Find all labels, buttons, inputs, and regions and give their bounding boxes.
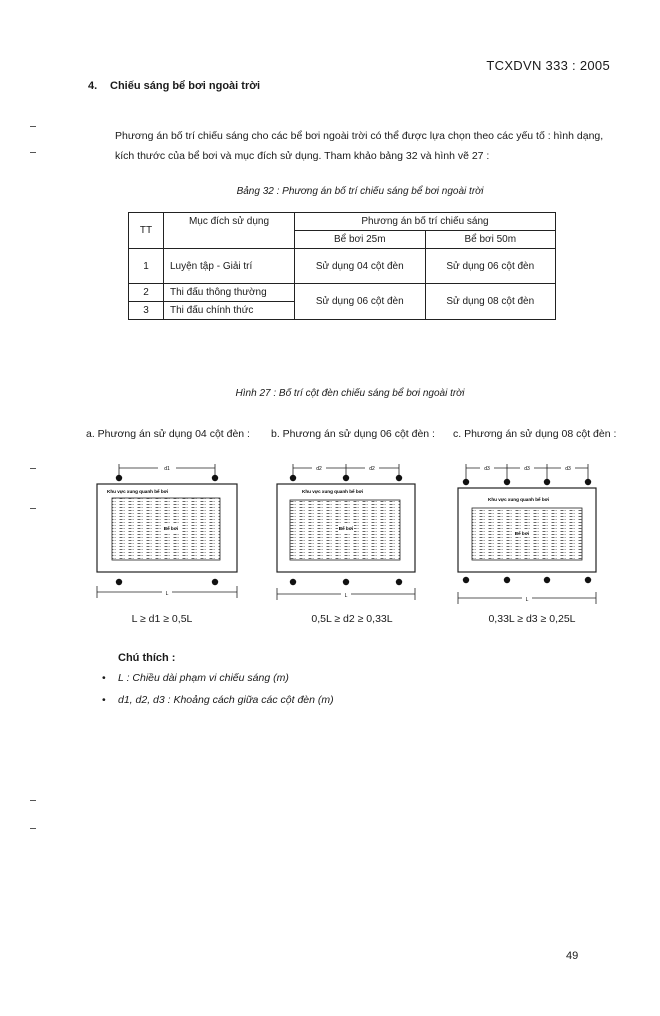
row-tt: 2 bbox=[129, 284, 164, 302]
formula-a: L ≥ d1 ≥ 0,5L bbox=[131, 613, 193, 625]
scan-mark bbox=[30, 800, 36, 801]
intro-paragraph bbox=[115, 126, 605, 166]
scan-mark bbox=[30, 508, 36, 509]
scan-mark bbox=[30, 152, 36, 153]
zone-label: Khu vực xung quanh bể bơi bbox=[302, 489, 364, 494]
light-pole bbox=[463, 577, 469, 583]
scan-mark bbox=[30, 468, 36, 469]
section-heading bbox=[88, 80, 260, 92]
diagram-6-poles bbox=[272, 458, 432, 608]
length-label: L bbox=[165, 591, 169, 597]
option-b-label: b. Phương án sử dụng 06 cột đèn : bbox=[271, 428, 435, 440]
intro-line-1: Phương án bố trí chiếu sáng cho các bể bơi ngoài trời có thể được lựa chọn theo các yếu tố : hình dạng, bbox=[115, 130, 604, 142]
note-item bbox=[102, 672, 334, 694]
figure-caption: Hình 27 : Bố trí cột đèn chiếu sáng bể bơi ngoài trời bbox=[235, 388, 465, 399]
light-pole bbox=[343, 579, 349, 585]
dim-label-d3: d3 bbox=[524, 466, 530, 472]
header-pool-50: Bể bơi 50m bbox=[425, 231, 556, 249]
table-row bbox=[129, 284, 556, 302]
pool-label: Bể bơi bbox=[338, 526, 354, 531]
note-item bbox=[102, 694, 334, 716]
row-tt: 1 bbox=[129, 249, 164, 284]
table-row bbox=[129, 249, 556, 284]
notes-list bbox=[102, 672, 334, 716]
formula-c: 0,33L ≥ d3 ≥ 0,25L bbox=[488, 613, 576, 625]
light-pole bbox=[343, 475, 349, 481]
header-pool-25: Bể bơi 25m bbox=[295, 231, 426, 249]
light-pole bbox=[290, 475, 296, 481]
light-pole bbox=[463, 479, 469, 485]
zone-label: Khu vực xung quanh bể bơi bbox=[488, 497, 550, 502]
dim-label-d2: d2 bbox=[316, 466, 322, 472]
light-pole bbox=[116, 475, 122, 481]
light-pole bbox=[212, 579, 218, 585]
light-pole bbox=[116, 579, 122, 585]
option-a-label: a. Phương án sử dụng 04 cột đèn : bbox=[86, 428, 250, 440]
light-pole bbox=[396, 579, 402, 585]
light-pole bbox=[290, 579, 296, 585]
lighting-options-table bbox=[128, 212, 556, 320]
section-title: Chiếu sáng bể bơi ngoài trời bbox=[110, 80, 261, 92]
dim-label-d2: d2 bbox=[369, 466, 375, 472]
notes-title: Chú thích : bbox=[118, 652, 176, 664]
pool-label: Bể bơi bbox=[514, 531, 530, 536]
length-label: L bbox=[525, 597, 529, 603]
page-number: 49 bbox=[566, 950, 579, 962]
light-pole bbox=[396, 475, 402, 481]
light-pole bbox=[544, 479, 550, 485]
header-options: Phương án bố trí chiếu sáng bbox=[295, 213, 556, 231]
light-pole bbox=[585, 479, 591, 485]
pool-label: Bể bơi bbox=[163, 526, 179, 531]
row-pool-50: Sử dụng 06 cột đèn bbox=[425, 249, 556, 284]
scan-mark bbox=[30, 828, 36, 829]
bullet-icon: • bbox=[102, 672, 106, 684]
light-pole bbox=[504, 577, 510, 583]
row-purpose: Luyện tập - Giải trí bbox=[164, 249, 295, 284]
document-code: TCXDVN 333 : 2005 bbox=[486, 58, 610, 73]
merged-pool-50: Sử dụng 08 cột đèn bbox=[425, 284, 556, 320]
note-text: d1, d2, d3 : Khoảng cách giữa các cột đèn (m) bbox=[118, 694, 334, 706]
header-purpose: Mục đích sử dụng bbox=[164, 213, 295, 249]
light-pole bbox=[585, 577, 591, 583]
bullet-icon: • bbox=[102, 694, 106, 706]
dim-label-d3: d3 bbox=[484, 466, 490, 472]
table-caption: Bảng 32 : Phương án bố trí chiếu sáng bể bơi ngoài trời bbox=[236, 186, 484, 197]
table-header-row bbox=[129, 213, 556, 231]
merged-pool-25: Sử dụng 06 cột đèn bbox=[295, 284, 426, 320]
note-text: L : Chiều dài phạm vi chiếu sáng (m) bbox=[118, 672, 289, 684]
row-tt: 3 bbox=[129, 302, 164, 320]
length-label: L bbox=[344, 593, 348, 599]
section-number: 4. bbox=[88, 80, 98, 92]
light-pole bbox=[212, 475, 218, 481]
dim-label-d1: d1 bbox=[164, 466, 170, 472]
light-pole bbox=[544, 577, 550, 583]
zone-label: Khu vực xung quanh bể bơi bbox=[107, 489, 169, 494]
diagram-4-poles bbox=[92, 458, 252, 608]
row-purpose: Thi đấu thông thường bbox=[164, 284, 295, 302]
option-c-label: c. Phương án sử dụng 08 cột đèn : bbox=[453, 428, 617, 440]
header-tt: TT bbox=[129, 213, 164, 249]
dim-label-d3: d3 bbox=[565, 466, 571, 472]
intro-line-2: kích thước của bể bơi và mục đích sử dụng. Tham khảo bảng 32 và hình vẽ 27 : bbox=[115, 150, 490, 162]
diagram-8-poles bbox=[452, 458, 612, 608]
row-pool-25: Sử dụng 04 cột đèn bbox=[295, 249, 426, 284]
light-pole bbox=[504, 479, 510, 485]
formula-b: 0,5L ≥ d2 ≥ 0,33L bbox=[311, 613, 393, 625]
row-purpose: Thi đấu chính thức bbox=[164, 302, 295, 320]
scan-mark bbox=[30, 126, 36, 127]
